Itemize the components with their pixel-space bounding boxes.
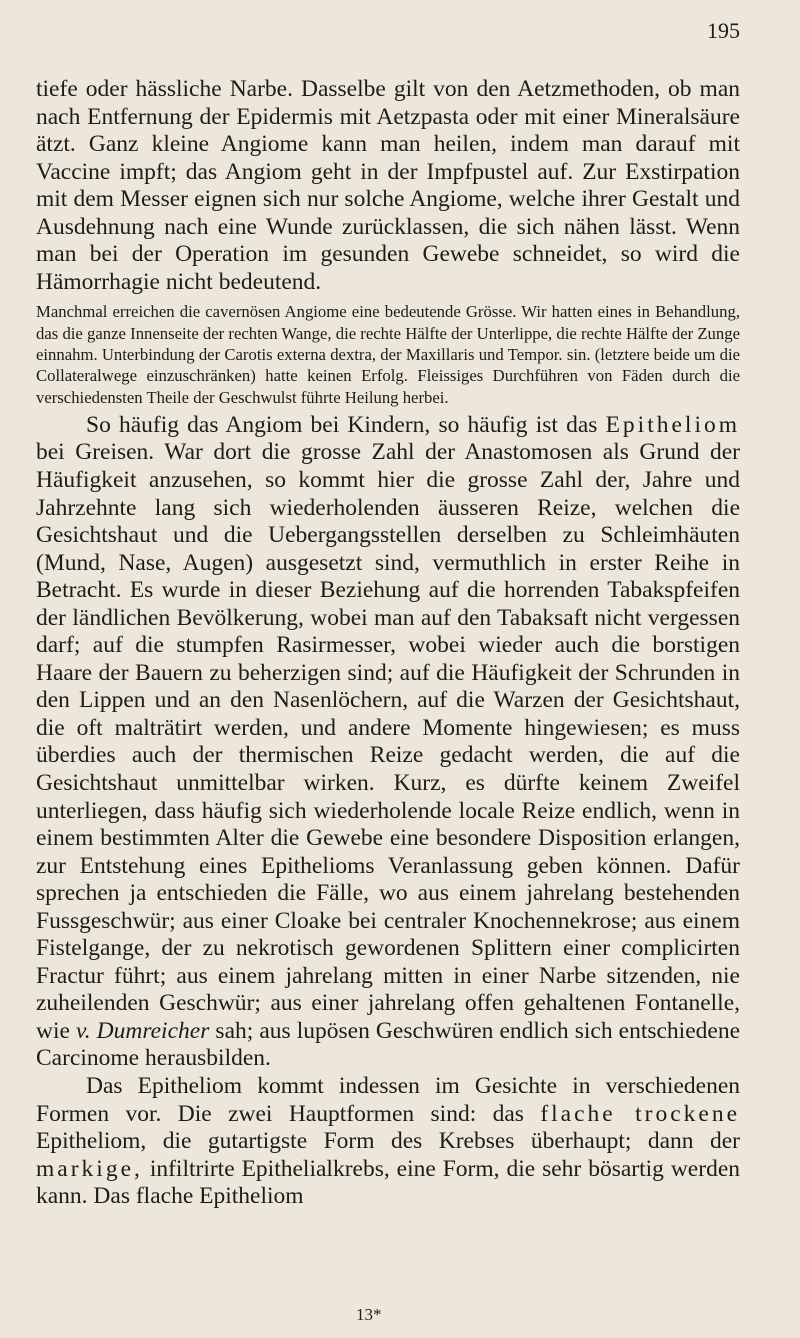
text-column (36, 76, 740, 1211)
paragraph-text: bei Greisen. War dort die grosse Zahl der Anastomosen als Grund der Häufigkeit anzusehen, so kommt hier die grosse Zahl der, Jahre und Jahrzehnte lang sich wiederholenden äusseren Reize, welchen die Gesichtshaut und die Uebergangsstellen derselben zu Schleimhäuten (Mund, Nase, Augen) ausgesetzt sind, vermuthlich in erster Reihe in Betracht. Es wurde in dieser Beziehung auf die horrenden Tabakspfeifen der ländlichen Bevölkerung, wobei man auf den Tabaksaft nicht vergessen darf; auf die stumpfen Rasirmesser, wobei wieder auch die borstigen Haare der Bauern zu beherzigen sind; auf die Häufigkeit der Schrunden in den Lippen und an den Nasenlöchern, auf die Warzen der Gesichtshaut, die oft malträtirt werden, und andere Momente hingewiesen; es muss überdies auch der thermischen Reize gedacht werden, die auf die Gesichtshaut unmittelbar wirken. Kurz, es dürfte keinem Zweifel unterliegen, dass häufig sich wiederholende locale Reize endlich, wenn in einem bestimmten Alter die Gewebe eine besondere Disposition erlangen, zur Entstehung eines Epithelioms Veranlassung geben können. Dafür sprechen ja entschieden die Fälle, wo aus einem jahrelang bestehenden Fussgeschwür; aus einer Cloake bei centraler Knochennekrose; aus einem Fistelgange, der zu nekrotisch gewordenen Splittern einer complicirten Fractur führt; aus einem jahrelang mitten in einer Narbe sitzenden, nie zuheilenden Geschwür; aus einer jahrelang offen gehaltenen Fontanelle, wie (36, 439, 740, 1044)
paragraph-aetzmethoden: tiefe oder hässliche Narbe. Dasselbe gilt von den Aetzmethoden, ob man nach Entfernung der Epidermis mit Aetzpasta oder mit einer Mineralsäure ätzt. Ganz kleine Angiome kann man heilen, indem man darauf mit Vaccine impft; das Angiom geht in der Impfpustel auf. Zur Exstirpation mit dem Messer eignen sich nur solche Angiome, welche ihrer Gestalt und Ausdehnung nach eine Wunde zurücklassen, die sich nähen lässt. Wenn man bei der Operation im gesunden Gewebe schneidet, so wird die Hämorrhagie nicht bedeutend. (36, 76, 740, 295)
paragraph-text: Epitheliom, die gutartigste Form des Krebses überhaupt; dann der (36, 1128, 740, 1155)
paragraph-text: infiltrirte Epithelialkrebs, eine Form, die sehr bösartig werden kann. Das flache Epitheliom (36, 1155, 740, 1210)
paragraph-text: So häufig das Angiom bei Kindern, so häufig ist das (86, 411, 598, 438)
author-name: v. Dumreicher (76, 1017, 210, 1044)
term-epitheliom: Epitheliom (605, 411, 741, 438)
paragraph-text: Das Epitheliom kommt indessen im Gesichte in verschiedenen Formen vor. Die zwei Hauptformen sind: das (36, 1072, 740, 1127)
page-number: 195 (707, 18, 740, 43)
footnote-text: Manchmal erreichen die cavernösen Angiome eine bedeutende Grösse. Wir hatten eines in Behandlung, das die ganze Innenseite der rechten Wange, die rechte Hälfte der Unterlippe, die rechte Hälfte der Zunge einnahm. Unterbindung der Carotis externa dextra, der Maxillaris und Tempor. sin. (letztere beide um die Collateralwege einzuschränken) hatte keinen Erfolg. Fleissiges Durchführen von Fäden durch die verschiedensten Theile der Geschwulst führte Heilung herbei. (36, 302, 740, 407)
paragraph-forms (36, 1073, 740, 1211)
signature-mark: 13* (356, 1305, 382, 1324)
paragraph-epitheliom (36, 412, 740, 1073)
paragraph-text: sah; aus lupösen Geschwüren endlich sich entschiedene Carcinome herausbilden. (36, 1017, 740, 1072)
term-flat-dry: flache trockene (540, 1100, 741, 1127)
term-markige: markige, (36, 1155, 143, 1182)
footnote-cavernous-angioma (36, 301, 740, 407)
